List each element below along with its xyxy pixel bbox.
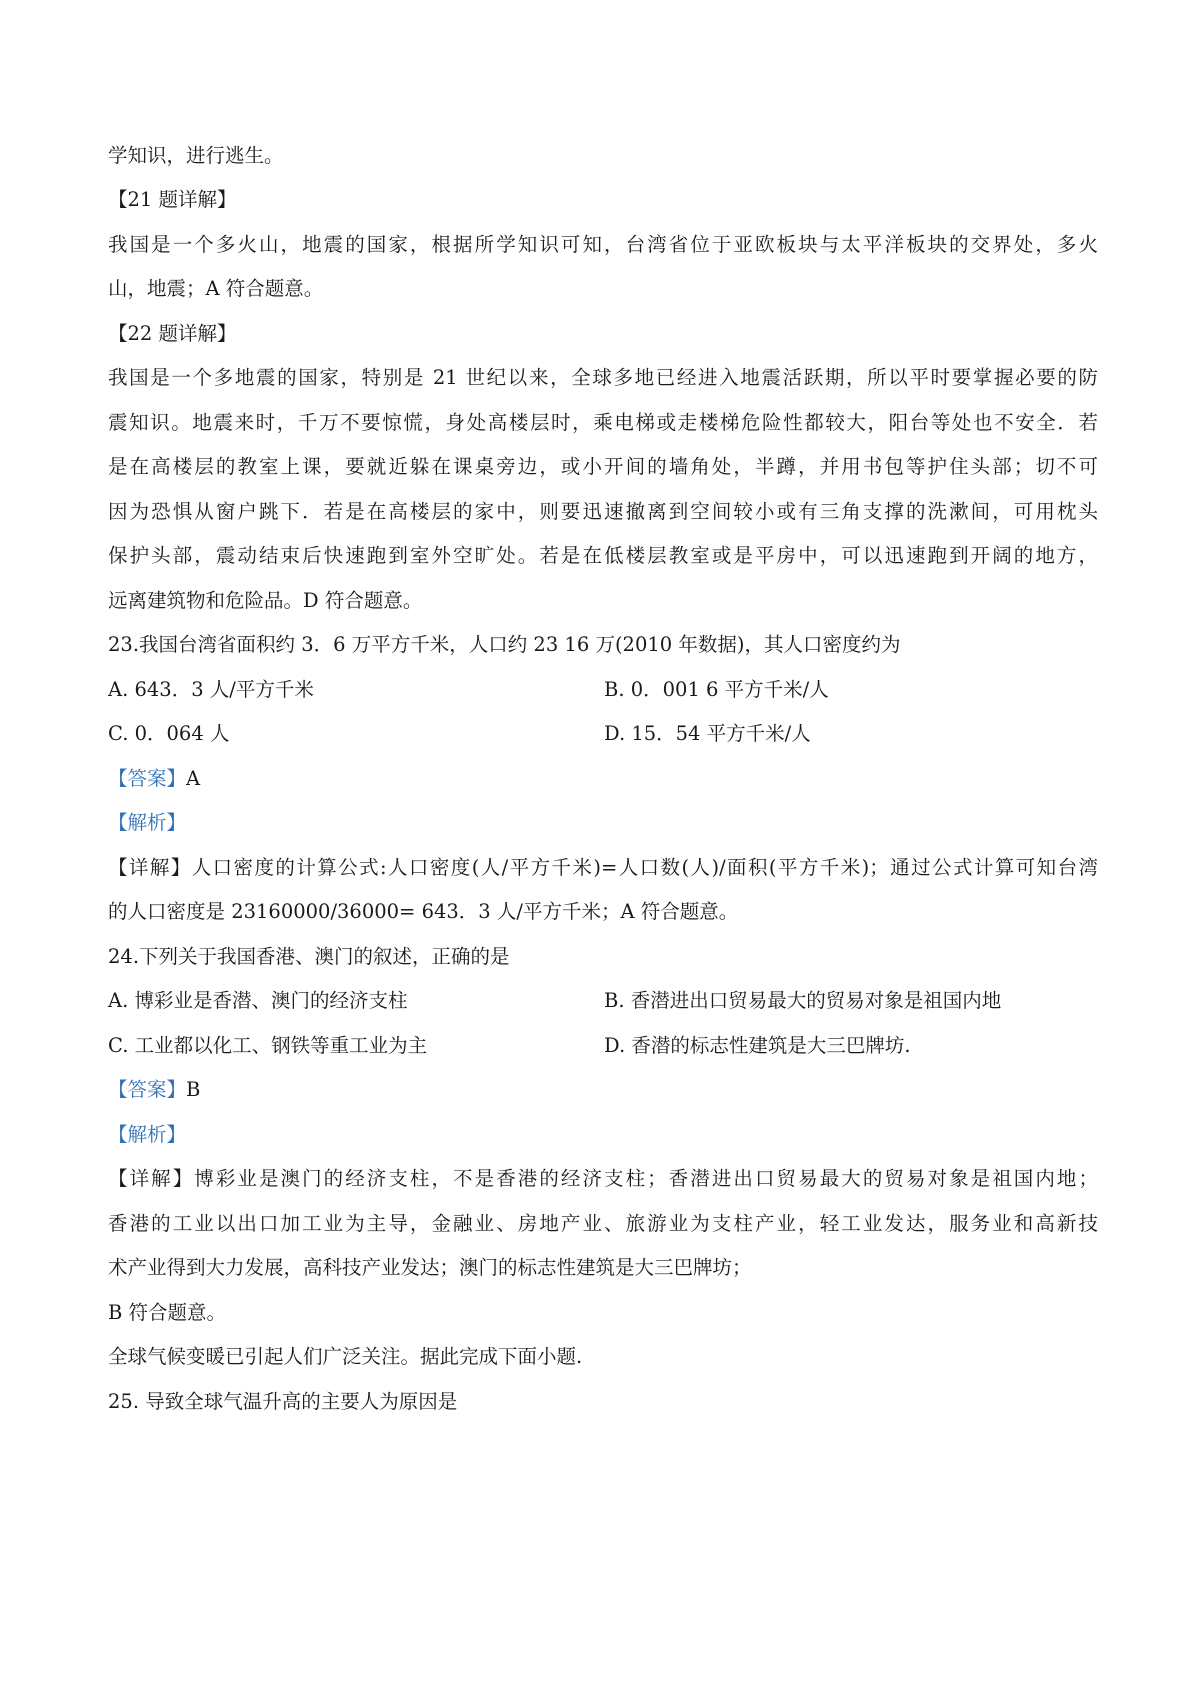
q23-analysis-tag: 【解析】 bbox=[108, 811, 187, 834]
answer-tag: 【答案】 bbox=[108, 1078, 187, 1101]
q23-detail-line: 的人口密度是 23160000/36000= 643．3 人/平方千米；A 符合题意。 bbox=[108, 900, 739, 923]
q24-stem: 24.下列关于我国香港、澳门的叙述，正确的是 bbox=[108, 945, 510, 968]
q24-detail-line: 术产业得到大力发展，高科技产业发达；澳门的标志性建筑是大三巴牌坊； bbox=[108, 1256, 752, 1279]
answer-value: B bbox=[186, 1078, 201, 1101]
q22-text-line: 因为恐惧从窗户跳下．若是在高楼层的家中，则要迅速撤离到空间较小或有三角支撑的洗漱间，可用枕头 bbox=[108, 500, 1098, 523]
q24-answer bbox=[108, 1076, 200, 1104]
q23-option-b: B. 0．001 6 平方千米/人 bbox=[604, 678, 829, 701]
q24-option-a: A. 博彩业是香潜、澳门的经济支柱 bbox=[108, 989, 408, 1012]
q24-option-b: B. 香潜进出口贸易最大的贸易对象是祖国内地 bbox=[604, 989, 1002, 1012]
q21-text-line: 山，地震；A 符合题意。 bbox=[108, 277, 324, 300]
intro-tail: 学知识，进行逃生。 bbox=[108, 144, 284, 167]
q22-heading: 【22 题详解】 bbox=[108, 322, 237, 345]
q22-text-line: 我国是一个多地震的国家，特别是 21 世纪以来，全球多地已经进入地震活跃期，所以平时要掌握必要的防 bbox=[108, 366, 1098, 389]
answer-value: A bbox=[186, 767, 201, 790]
q25-stem: 25. 导致全球气温升高的主要人为原因是 bbox=[108, 1390, 458, 1413]
q23-detail-line: 【详解】人口密度的计算公式:人口密度(人/平方千米)=人口数(人)/面积(平方千米)；通过公式计算可知台湾 bbox=[108, 856, 1098, 879]
q24-option-c: C. 工业都以化工、钢铁等重工业为主 bbox=[108, 1034, 428, 1057]
q22-text-line: 震知识。地震来时，千万不要惊慌，身处高楼层时，乘电梯或走楼梯危险性都较大，阳台等处也不安全．若 bbox=[108, 411, 1098, 434]
q22-text-line: 是在高楼层的教室上课，要就近躲在课桌旁边，或小开间的墙角处，半蹲，并用书包等护住头部；切不可 bbox=[108, 455, 1098, 478]
q23-option-d: D. 15．54 平方千米/人 bbox=[604, 722, 811, 745]
q24-detail-line: 【详解】博彩业是澳门的经济支柱，不是香港的经济支柱；香潜进出口贸易最大的贸易对象是祖国内地； bbox=[108, 1167, 1098, 1190]
q23-answer bbox=[108, 765, 200, 793]
q24-analysis-tag: 【解析】 bbox=[108, 1123, 187, 1146]
q21-heading: 【21 题详解】 bbox=[108, 188, 237, 211]
q24-detail-line: B 符合题意。 bbox=[108, 1301, 227, 1324]
q22-text-line: 远离建筑物和危险品。D 符合题意。 bbox=[108, 589, 423, 612]
q22-text-line: 保护头部，震动结束后快速跑到室外空旷处。若是在低楼层教室或是平房中，可以迅速跑到开阔的地方， bbox=[108, 544, 1098, 567]
q21-text-line: 我国是一个多火山，地震的国家，根据所学知识可知，台湾省位于亚欧板块与太平洋板块的交界处，多火 bbox=[108, 233, 1098, 256]
q24-detail-line: 香港的工业以出口加工业为主导，金融业、房地产业、旅游业为支柱产业，轻工业发达，服务业和高新技 bbox=[108, 1212, 1098, 1235]
climate-intro: 全球气候变暖已引起人们广泛关注。据此完成下面小题. bbox=[108, 1345, 583, 1368]
q23-option-c: C. 0．064 人 bbox=[108, 722, 230, 745]
answer-tag: 【答案】 bbox=[108, 767, 187, 790]
q23-stem: 23.我国台湾省面积约 3．6 万平方千米，人口约 23 16 万(2010 年数据)，其人口密度约为 bbox=[108, 633, 901, 656]
q23-option-a: A. 643．3 人/平方千米 bbox=[108, 678, 314, 701]
q24-option-d: D. 香潜的标志性建筑是大三巴牌坊. bbox=[604, 1034, 911, 1057]
